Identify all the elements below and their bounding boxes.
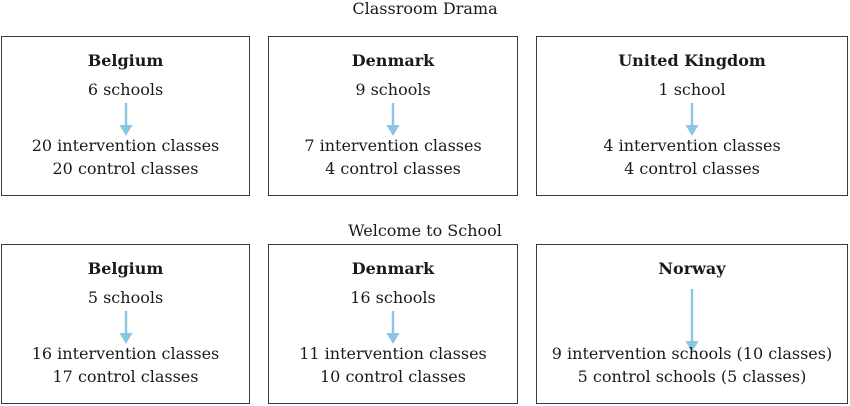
down-arrow-icon	[684, 103, 700, 137]
intervention-count: 16 intervention classes	[31, 344, 220, 363]
school-count: 5 schools	[87, 288, 164, 307]
section-title-welcome-to-school: Welcome to School	[348, 221, 502, 240]
control-count: 4 control classes	[624, 158, 760, 178]
country-name: Denmark	[351, 259, 435, 278]
intervention-count: 4 intervention classes	[603, 136, 781, 155]
intervention-count: 7 intervention classes	[304, 136, 482, 155]
intervention-count: 20 intervention classes	[31, 136, 220, 155]
control-count: 17 control classes	[52, 366, 199, 386]
country-name: United Kingdom	[618, 51, 766, 70]
box-welcome-to-school-denmark	[268, 244, 518, 404]
down-arrow-icon	[118, 311, 134, 345]
control-count: 4 control classes	[325, 158, 461, 178]
country-name: Belgium	[87, 259, 164, 278]
box-welcome-to-school-norway	[536, 244, 848, 404]
box-classroom-drama-belgium	[1, 36, 250, 196]
intervention-count: 9 intervention schools (10 classes)	[551, 344, 833, 363]
down-arrow-icon	[385, 311, 401, 345]
box-classroom-drama-denmark	[268, 36, 518, 196]
intervention-count: 11 intervention classes	[299, 344, 487, 363]
section-title-classroom-drama: Classroom Drama	[352, 0, 498, 18]
box-welcome-to-school-belgium	[1, 244, 250, 404]
country-name: Belgium	[87, 51, 164, 70]
school-count: 16 schools	[350, 288, 436, 307]
control-count: 10 control classes	[320, 366, 466, 386]
school-count: 9 schools	[355, 80, 431, 99]
control-count: 5 control schools (5 classes)	[577, 366, 807, 386]
country-name: Norway	[658, 259, 726, 278]
school-count: 6 schools	[87, 80, 164, 99]
box-classroom-drama-united-kingdom	[536, 36, 848, 196]
school-count: 1 school	[658, 80, 726, 99]
country-name: Denmark	[351, 51, 435, 70]
down-arrow-icon	[118, 103, 134, 137]
control-count: 20 control classes	[52, 158, 199, 178]
down-arrow-icon	[385, 103, 401, 137]
